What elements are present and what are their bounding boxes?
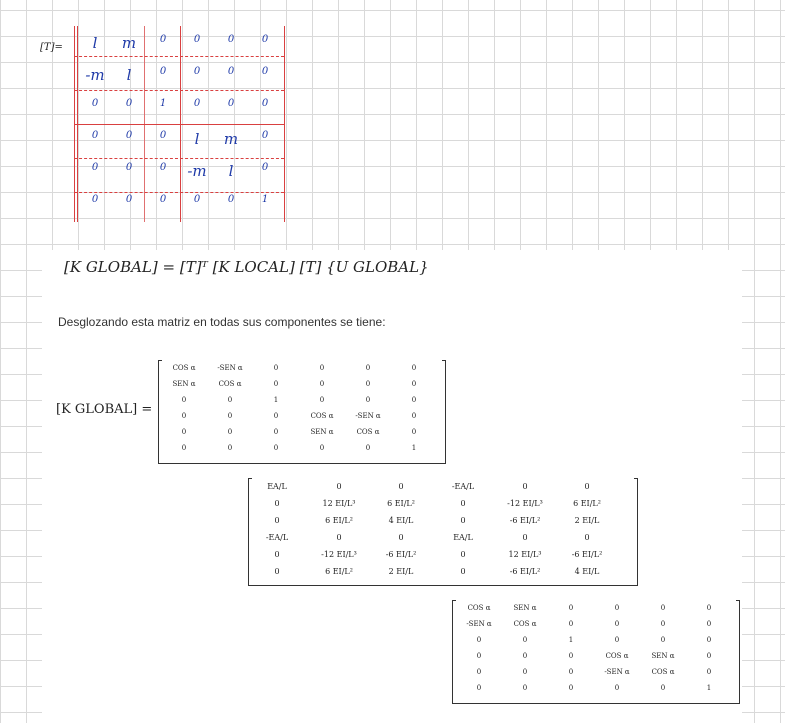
t-matrix-cell: l [92,34,98,52]
k-local-cell: 6 EI/L² [387,499,415,508]
t-matrix-cell: 0 [91,130,99,141]
k-local-cell: 0 [460,550,466,559]
t-matrix-trig-cell: 0 [614,604,620,612]
t-matrix-grid [74,26,284,222]
k-local-cell: 0 [522,482,528,491]
t-matrix-trig-cell: 0 [706,668,712,676]
t-transpose-cell: SEN α [310,428,334,436]
t-matrix-trig-cell: 0 [568,620,574,628]
t-matrix-trig-cell: 0 [706,652,712,660]
k-local-cell: 0 [584,482,590,491]
k-local-cell: 0 [460,499,466,508]
t-matrix-trig-cell: 0 [522,684,528,692]
t-matrix-cell: 0 [193,66,201,77]
k-local-cell: EA/L [267,482,287,491]
t-transpose-cell: COS α [356,428,380,436]
t-matrix-trig-cell: 1 [568,636,574,644]
k-local-cell: 0 [274,567,280,576]
k-local-cell: 0 [460,567,466,576]
t-transpose-cell: COS α [218,380,242,388]
t-transpose-cell: 0 [181,396,187,404]
k-local-cell: -EA/L [451,482,475,491]
t-matrix-trig-cell: COS α [605,652,629,660]
t-transpose-cell: 0 [227,428,233,436]
t-matrix-trig-cell: 0 [660,636,666,644]
t-matrix-cell: 0 [227,98,235,109]
t-transpose-cell: -SEN α [217,364,243,372]
k-local-cell: 2 EI/L [574,516,600,525]
k-local-cell: 0 [460,516,466,525]
t-matrix-trig-cell: 1 [706,684,712,692]
t-matrix-cell: 0 [193,34,201,45]
t-transpose-cell: 0 [273,428,279,436]
t-matrix-cell: 0 [159,162,167,173]
t-transpose-cell: 0 [411,380,417,388]
t-matrix-cell: 0 [227,34,235,45]
t-matrix-cell: 0 [125,162,133,173]
t-matrix-trig [452,600,740,704]
t-transpose-cell: 0 [273,412,279,420]
t-matrix-trig-cell: COS α [651,668,675,676]
t-transpose-cell: 0 [227,444,233,452]
t-transpose-cell: 0 [273,364,279,372]
t-matrix-trig-cell: 0 [660,604,666,612]
t-matrix-cell: 0 [91,98,99,109]
t-transpose-cell: 0 [273,444,279,452]
t-transpose-cell: 1 [411,444,417,452]
t-matrix-cell: 1 [159,98,167,109]
t-transpose-cell: SEN α [172,380,196,388]
t-transpose-cell: 0 [319,396,325,404]
t-matrix-trig-cell: -SEN α [604,668,630,676]
t-transpose-cell: 0 [181,428,187,436]
t-transpose-cell: 0 [181,444,187,452]
t-matrix-cell: 0 [159,130,167,141]
t-matrix-trig-cell: 0 [706,620,712,628]
t-transpose-cell: -SEN α [355,412,381,420]
k-local-cell: 0 [336,533,342,542]
t-transpose-cell: 0 [319,444,325,452]
k-local-cell: 4 EI/L [574,567,600,576]
t-matrix-cell: 0 [261,98,269,109]
t-matrix-trig-cell: SEN α [513,604,537,612]
t-transpose-cell: COS α [310,412,334,420]
t-transpose-matrix [158,360,446,464]
t-matrix-trig-cell: COS α [467,604,491,612]
t-matrix-cell: 0 [125,194,133,205]
t-transpose-cell: 0 [273,380,279,388]
k-local-matrix [248,478,638,586]
t-matrix-cell: 0 [91,194,99,205]
t-transpose-cell: 0 [227,396,233,404]
t-transpose-cell: 0 [411,412,417,420]
t-matrix-cell: 0 [227,66,235,77]
t-matrix-trig-cell: 0 [522,636,528,644]
t-matrix-trig-cell: 0 [568,652,574,660]
k-local-cell: 6 EI/L² [325,567,353,576]
k-local-cell: 12 EI/L³ [322,499,356,508]
t-matrix-trig-cell: 0 [476,684,482,692]
t-transpose-cell: 0 [411,428,417,436]
k-local-cell: 6 EI/L² [325,516,353,525]
t-matrix-trig-cell: 0 [476,636,482,644]
description-text: Desglozando esta matriz en todas sus componentes se tiene: [58,315,386,329]
t-matrix-cell: 0 [159,194,167,205]
t-matrix-label: [T]= [40,42,63,53]
k-local-cell: 0 [274,516,280,525]
global-stiffness-formula: [K GLOBAL] = [T]ᵀ [K LOCAL] [T] {U GLOBAL} [64,258,429,276]
t-matrix-trig-cell: SEN α [651,652,675,660]
k-local-cell: 0 [274,499,280,508]
t-matrix-trig-cell: 0 [614,684,620,692]
t-matrix-trig-cell: 0 [706,604,712,612]
t-matrix-cell: l [228,162,234,180]
t-matrix-trig-cell: 0 [476,652,482,660]
t-matrix-cell: 0 [125,130,133,141]
t-matrix-trig-cell: 0 [706,636,712,644]
t-matrix-cell: m [121,34,137,52]
t-matrix-trig-cell: 0 [614,636,620,644]
t-transpose-cell: 0 [365,396,371,404]
t-matrix-trig-cell: 0 [660,620,666,628]
k-local-cell: 6 EI/L² [573,499,601,508]
t-matrix-cell: 0 [159,66,167,77]
t-matrix-trig-cell: COS α [513,620,537,628]
k-local-cell: 0 [584,533,590,542]
t-matrix-cell: -m [85,66,105,84]
t-matrix-cell: -m [187,162,207,180]
t-matrix-cell: 0 [261,34,269,45]
t-matrix-trig-cell: 0 [568,684,574,692]
t-matrix-cell: l [126,66,132,84]
k-local-cell: 12 EI/L³ [508,550,542,559]
t-matrix-cell: 0 [91,162,99,173]
t-matrix-trig-cell: 0 [614,620,620,628]
k-local-cell: -EA/L [265,533,289,542]
k-local-cell: -12 EI/L³ [507,499,543,508]
t-transpose-cell: 0 [365,364,371,372]
t-matrix-trig-cell: -SEN α [466,620,492,628]
t-matrix-trig-cell: 0 [568,668,574,676]
k-local-cell: -6 EI/L² [509,516,541,525]
k-local-cell: 2 EI/L [388,567,414,576]
t-transpose-cell: 0 [181,412,187,420]
k-local-cell: -6 EI/L² [571,550,603,559]
k-local-cell: 0 [398,533,404,542]
t-transpose-cell: 0 [411,364,417,372]
t-matrix-cell: 0 [125,98,133,109]
t-matrix-trig-cell: 0 [660,684,666,692]
t-transpose-cell: 1 [273,396,279,404]
k-local-cell: 0 [398,482,404,491]
t-matrix-cell: 0 [261,162,269,173]
t-matrix-cell: 0 [261,130,269,141]
t-matrix-trig-cell: 0 [522,652,528,660]
t-matrix-trig-cell: 0 [522,668,528,676]
t-matrix-cell: 0 [193,194,201,205]
t-matrix-cell: 0 [159,34,167,45]
k-local-cell: -6 EI/L² [509,567,541,576]
k-local-cell: 0 [522,533,528,542]
t-transpose-cell: 0 [319,364,325,372]
t-transpose-cell: 0 [319,380,325,388]
t-matrix-trig-cell: 0 [476,668,482,676]
k-local-cell: 0 [274,550,280,559]
t-matrix-cell: m [223,130,239,148]
t-matrix-cell: 0 [261,66,269,77]
k-local-cell: -6 EI/L² [385,550,417,559]
t-matrix-cell: l [194,130,200,148]
t-transpose-cell: COS α [172,364,196,372]
k-global-label: [K GLOBAL] = [56,402,153,417]
t-transpose-cell: 0 [365,380,371,388]
k-local-cell: 4 EI/L [388,516,414,525]
t-matrix-cell: 0 [193,98,201,109]
t-matrix-cell: 0 [227,194,235,205]
t-matrix-trig-cell: 0 [568,604,574,612]
t-transpose-cell: 0 [411,396,417,404]
k-local-cell: EA/L [453,533,473,542]
t-transpose-cell: 0 [227,412,233,420]
t-matrix-cell: 1 [261,194,269,205]
k-local-cell: 0 [336,482,342,491]
k-local-cell: -12 EI/L³ [321,550,357,559]
t-transpose-cell: 0 [365,444,371,452]
